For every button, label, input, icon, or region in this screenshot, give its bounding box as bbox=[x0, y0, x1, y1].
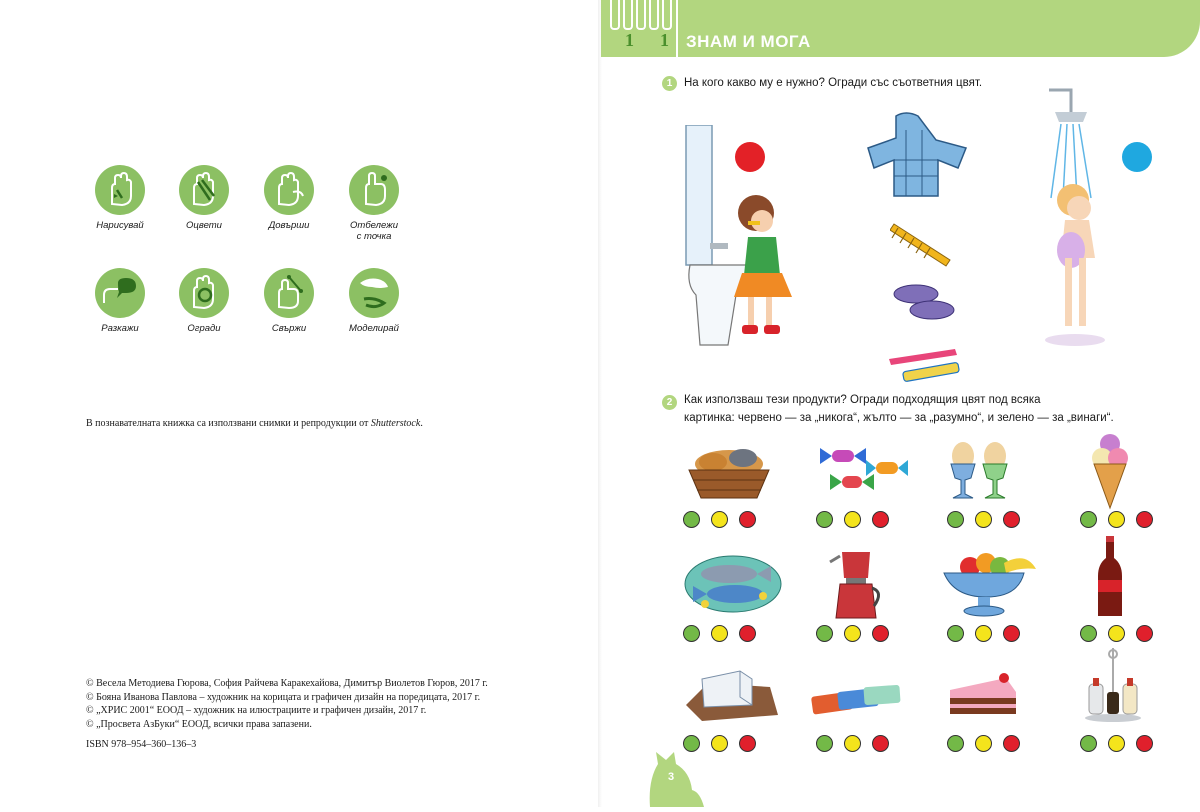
yellow-answer-dot[interactable] bbox=[1108, 511, 1125, 528]
legend-label: Нарисувай bbox=[96, 220, 144, 231]
task-instruction: На кого какво му е нужно? Огради със съответния цвят. bbox=[684, 77, 983, 89]
yellow-answer-dot[interactable] bbox=[711, 625, 728, 642]
task-instruction-line: Как използваш тези продукти? Огради подходящия цвят под всяка bbox=[684, 394, 1041, 406]
copyright-block bbox=[86, 677, 488, 731]
yellow-answer-dot[interactable] bbox=[844, 511, 861, 528]
spiral-binding bbox=[623, 0, 633, 30]
task-instruction bbox=[684, 391, 1114, 427]
yellow-answer-dot[interactable] bbox=[711, 511, 728, 528]
task-number: 1 bbox=[662, 76, 677, 91]
page-title: ЗНАМ И МОГА bbox=[686, 32, 811, 51]
candies-illustration bbox=[818, 440, 912, 503]
legend-label: Моделирай bbox=[349, 323, 399, 334]
spiral-binding bbox=[636, 0, 646, 30]
bathrobe-illustration bbox=[866, 110, 976, 205]
fruit-bowl-illustration bbox=[940, 545, 1040, 622]
green-answer-dot[interactable] bbox=[947, 735, 964, 752]
task-instruction-line: картинка: червено — за „никога“, жълто — за „разумно“, и зелено — за „винаги“. bbox=[684, 412, 1114, 424]
slippers-illustration bbox=[892, 280, 958, 329]
copyright-line: © „Просвета АзБуки“ ЕООД, всички права запазени. bbox=[86, 718, 312, 730]
legend-finish bbox=[244, 165, 334, 231]
speech-bubble-icon bbox=[95, 268, 145, 318]
green-answer-dot[interactable] bbox=[816, 625, 833, 642]
green-answer-dot[interactable] bbox=[1080, 511, 1097, 528]
spiral-binding bbox=[610, 0, 620, 30]
green-answer-dot[interactable] bbox=[683, 625, 700, 642]
red-answer-dot[interactable] bbox=[872, 511, 889, 528]
finish-hand-icon bbox=[264, 165, 314, 215]
red-answer-dot[interactable] bbox=[1003, 735, 1020, 752]
green-answer-dot[interactable] bbox=[1080, 735, 1097, 752]
legend-circle-it bbox=[159, 268, 249, 334]
red-answer-dot[interactable] bbox=[1003, 511, 1020, 528]
color-hand-icon bbox=[179, 165, 229, 215]
red-answer-dot[interactable] bbox=[1136, 735, 1153, 752]
image-credit: В познавателната книжка са използвани снимки и репродукции от Shutterstock. bbox=[86, 418, 423, 429]
header-divider bbox=[676, 0, 678, 57]
legend-label: Довърши bbox=[268, 220, 310, 231]
fish-plate-illustration bbox=[683, 550, 783, 621]
red-answer-dot[interactable] bbox=[739, 735, 756, 752]
legend-label: Свържи bbox=[271, 323, 307, 334]
legend-tell bbox=[75, 268, 165, 334]
copyright-line: © Весела Методиева Гюрова, София Райчева Каракехайова, Димитър Виолетов Гюров, 2017 г. bbox=[86, 678, 488, 689]
blue-color-dot bbox=[1122, 142, 1152, 172]
yellow-answer-dot[interactable] bbox=[1108, 625, 1125, 642]
legend-mark bbox=[329, 165, 419, 242]
legend-draw bbox=[75, 165, 165, 231]
page-number-badge bbox=[640, 750, 710, 812]
green-answer-dot[interactable] bbox=[947, 511, 964, 528]
draw-hand-icon bbox=[95, 165, 145, 215]
circle-hand-icon bbox=[179, 268, 229, 318]
copyright-line: © Бояна Иванова Павлова – художник на корицата и графичен дизайн на поредицата, 2017 г. bbox=[86, 691, 481, 703]
red-color-dot bbox=[735, 142, 765, 172]
spiral-binding bbox=[662, 0, 672, 30]
legend-label: Разкажи bbox=[101, 323, 139, 334]
green-answer-dot[interactable] bbox=[1080, 625, 1097, 642]
yellow-answer-dot[interactable] bbox=[711, 735, 728, 752]
red-answer-dot[interactable] bbox=[1003, 625, 1020, 642]
red-answer-dot[interactable] bbox=[872, 735, 889, 752]
isbn: ISBN 978–954–360–136–3 bbox=[86, 739, 197, 750]
comb-illustration bbox=[890, 218, 960, 275]
red-answer-dot[interactable] bbox=[739, 625, 756, 642]
book-spine bbox=[598, 0, 602, 807]
legend-label: Огради bbox=[187, 323, 221, 334]
green-answer-dot[interactable] bbox=[816, 735, 833, 752]
toothbrush-illustration bbox=[885, 345, 965, 390]
yellow-answer-dot[interactable] bbox=[975, 735, 992, 752]
red-answer-dot[interactable] bbox=[1136, 511, 1153, 528]
section-number: 1 bbox=[625, 30, 634, 50]
legend-color bbox=[159, 165, 249, 231]
child-in-shower-illustration bbox=[1005, 88, 1145, 353]
credit-text: В познавателната книжка са използвани снимки и репродукции от bbox=[86, 418, 369, 429]
cake-slice-illustration bbox=[946, 672, 1020, 725]
legend-label: Оцвети bbox=[186, 220, 222, 231]
green-answer-dot[interactable] bbox=[683, 511, 700, 528]
ice-cream-illustration bbox=[1088, 430, 1132, 515]
task-number: 2 bbox=[662, 395, 677, 410]
credit-source: Shutterstock bbox=[370, 418, 421, 429]
yellow-answer-dot[interactable] bbox=[975, 511, 992, 528]
coffee-pot-illustration bbox=[828, 548, 884, 625]
green-answer-dot[interactable] bbox=[816, 511, 833, 528]
cheese-illustration bbox=[682, 665, 782, 730]
salt-and-pepper-illustration bbox=[1083, 648, 1143, 727]
connect-hand-icon bbox=[264, 268, 314, 318]
bread-basket-illustration bbox=[683, 440, 775, 507]
spiral-binding bbox=[649, 0, 659, 30]
red-answer-dot[interactable] bbox=[872, 625, 889, 642]
red-answer-dot[interactable] bbox=[739, 511, 756, 528]
cola-bottle-illustration bbox=[1096, 536, 1124, 623]
copyright-line: © „ХРИС 2001“ ЕООД – художник на илюстрациите и графичен дизайн, 2017 г. bbox=[86, 705, 427, 716]
red-answer-dot[interactable] bbox=[1136, 625, 1153, 642]
yellow-answer-dot[interactable] bbox=[975, 625, 992, 642]
page-number: 3 bbox=[668, 771, 675, 783]
green-answer-dot[interactable] bbox=[947, 625, 964, 642]
boiled-eggs-illustration bbox=[945, 440, 1015, 507]
legend-label: Отбележи с точка bbox=[350, 220, 398, 242]
chewing-gum-illustration bbox=[808, 680, 904, 729]
mark-dot-hand-icon bbox=[349, 165, 399, 215]
lesson-number: 1 bbox=[660, 30, 669, 50]
legend-model bbox=[329, 268, 419, 334]
yellow-answer-dot[interactable] bbox=[1108, 735, 1125, 752]
legend-connect bbox=[244, 268, 334, 334]
model-hand-icon bbox=[349, 268, 399, 318]
yellow-answer-dot[interactable] bbox=[844, 625, 861, 642]
yellow-answer-dot[interactable] bbox=[844, 735, 861, 752]
